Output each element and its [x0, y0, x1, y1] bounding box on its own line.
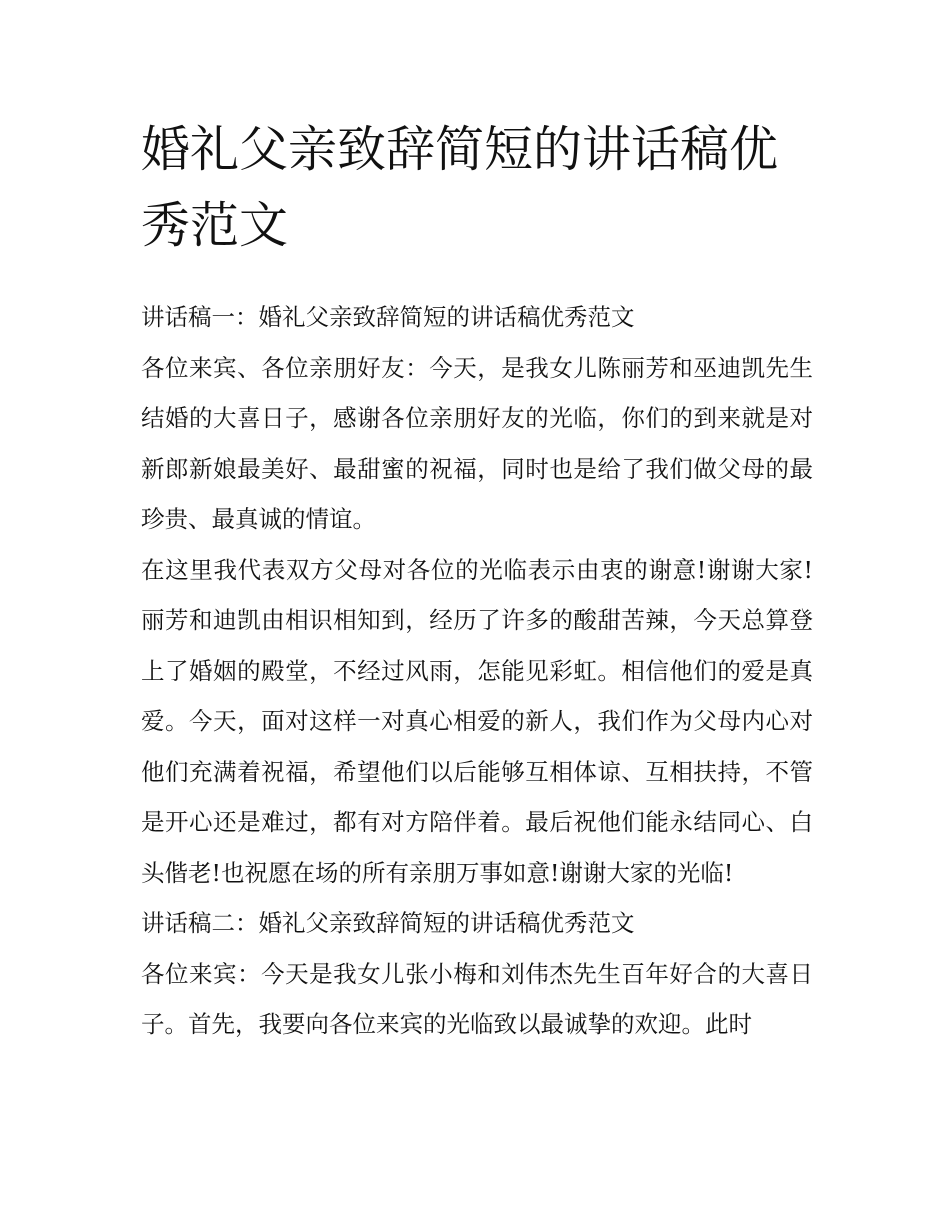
- section-heading-2: 讲话稿二：婚礼父亲致辞简短的讲话稿优秀范文: [141, 909, 635, 937]
- document-page: [141, 112, 813, 1050]
- document-title: 婚礼父亲致辞简短的讲话稿优秀范文: [141, 121, 779, 254]
- body-paragraph-2: 在这里我代表双方父母对各位的光临表示由衷的谢意!谢谢大家!丽芳和迪凯由相识相知到，经历了许多的酸甜苦辣，今天总算登上了婚姻的殿堂，不经过风雨，怎能见彩虹。相信他们的爱是真爱。今天，面对这样一对真心相爱的新人，我们作为父母内心对他们充满着祝福，希望他们以后能够互相体谅、互相扶持，不管是开心还是难过，都有对方陪伴着。最后祝他们能永结同心、白头偕老!也祝愿在场的所有亲朋万事如意!谢谢大家的光临!: [141, 555, 813, 887]
- body-paragraph-3: 各位来宾：今天是我女儿张小梅和刘伟杰先生百年好合的大喜日子。首先，我要向各位来宾的光临致以最诚挚的欢迎。此时: [141, 959, 813, 1038]
- body-paragraph-1: 各位来宾、各位亲朋好友：今天，是我女儿陈丽芳和巫迪凯先生结婚的大喜日子，感谢各位亲朋好友的光临，你们的到来就是对新郎新娘最美好、最甜蜜的祝福，同时也是给了我们做父母的最珍贵、最真诚的情谊。: [141, 353, 813, 533]
- section-heading-1: 讲话稿一：婚礼父亲致辞简短的讲话稿优秀范文: [141, 303, 635, 331]
